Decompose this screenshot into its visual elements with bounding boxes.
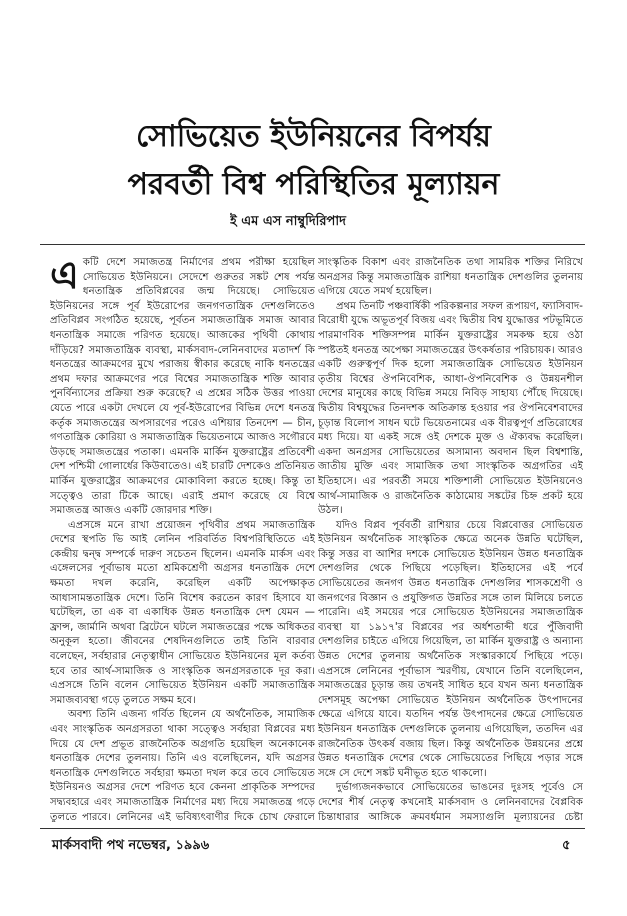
left-column: [50, 256, 315, 822]
header-divider: [40, 244, 585, 245]
footer-divider: [40, 828, 585, 829]
author-byline: ই এম এস নাম্বুদিরিপাদ: [230, 214, 346, 229]
paragraph: অবশ্য তিনি এজন্য গর্বিত ছিলেন যে অর্থনৈতিক, সামাজিক এবং সাংস্কৃতিক অনগ্রসরতা থাকা সত্ত্বেও সর্বহারা বিপ্লবের মধ্য দিয়ে যে দেশ প্রভূত রাজনৈতিক অগ্রগতি হয়েছিল অনেকানেক ধনতান্ত্রিক দেশের তুলনায়। তিনি এও বলেছিলেন, যদি অগ্রসর ধনতান্ত্রিক দেশগুলিতে সর্বহারা ক্ষমতা দখল করে তবে সোভিয়েত ইউনিয়নও অগ্রসর দেশে পরিণত হবে কেননা প্রাকৃতিক সম্পদের সদ্ব্যবহারে এবং সমাজতান্ত্রিক নির্মাণের মধ্য দিয়ে সমাজতন্ত্র গড়ে তুলতে পারবে। লেনিনের এই ভবিষ্যৎবাণীর দিকে চোখ ফেরালে: [50, 709, 315, 822]
paragraph: প্রথম তিনটি পঞ্চবার্ষিকী পরিকল্পনার সফল রূপায়ণ, ফ্যাসিবাদ-বিরোধী যুদ্ধে অভূতপূর্ব বিজয় এবং দ্বিতীয় বিশ্ব যুদ্ধোত্তর পটভূমিতে পারমাণবিক শক্তিসম্পন্ন মার্কিন যুক্তরাষ্ট্রের সমকক্ষ হয়ে ওঠা স্পষ্টতই ধনতন্ত্র অপেক্ষা সমাজতন্ত্রের উৎকর্ষতার পরিচায়ক। আরও একটি গুরুত্বপূর্ণ দিক হলো সমাজতান্ত্রিক সোভিয়েত ইউনিয়ন তৃতীয় বিশ্বের ঔপনিবেশিক, আধা-ঔপনিবেশিক ও উন্নয়নশীল দেশের মানুষের কাছে বিভিন্ন সময়ে নিবিড় সাহায্য পৌঁছে দিয়েছে। দ্বিতীয় বিশ্বযুদ্ধের তিনদশক অতিক্রান্ত হওয়ার পর ঔপনিবেশবাদের চূড়ান্ত বিলোপ সাধন ঘটে ভিয়েতনামের এক বীরত্বপূর্ণ প্রতিরোধের মধ্য দিয়ে। যা একই সঙ্গে ওই দেশকে মুক্ত ও ঐক্যবদ্ধ করেছিল। একদা অনগ্রসর সোভিয়েতের অসামান্য অবদান ছিল বিশ্বশান্তি, জাতীয় মুক্তি এবং সামাজিক তথা সাংস্কৃতিক অগ্রগতির এই ইতিহাসে। এর পরবর্তী সময়ে শক্তিশালী সোভিয়েত ইউনিয়নেও আর্থ-সামাজিক ও রাজনৈতিক কাঠামোয় সঙ্কটের চিহ্ন প্রকট হয়ে উঠল।: [318, 300, 583, 517]
paragraph: দুর্ভাগ্যজনকভাবে সোভিয়েতের ভাঙনের দুঃসহ পূর্বেও সে দেশের শীর্ষ নেতৃত্ব কখনোই মার্কসবাদ ও লেনিনবাদের বৈপ্লবিক চিন্তাধারার আঙ্গিকে ক্রমবর্ধমান সমস্যাগুলি মূল্যায়নের চেষ্টা: [318, 782, 583, 822]
paragraph: সাংস্কৃতিক বিকাশ এবং রাজনৈতিক তথা সামরিক শক্তির নিরিখে অনগ্রসর কিন্তু সমাজতান্ত্রিক রাশিয়া ধনতান্ত্রিক দেশগুলির তুলনায় এগিয়ে যেতে সমর্থ হয়েছিল।: [318, 257, 583, 298]
right-column: [318, 256, 583, 822]
footer-publication: মার্কসবাদী পথ নভেম্বর, ১৯৯৬: [52, 838, 210, 853]
article-title-line-2: পরবর্তী বিশ্ব পরিস্থিতির মূল্যায়ন: [127, 167, 500, 202]
drop-cap: এ: [50, 256, 79, 297]
paragraph-text: কটি দেশে সমাজতন্ত্র নির্মাণের প্রথম পরীক্ষা হয়েছিল সোভিয়েত ইউনিয়নে। সেদেশে গুরুতর সঙ্কট শেষ পর্যন্ত ধনতান্ত্রিক প্রতিবিপ্লবের জন্ম দিয়েছে। সোভিয়েত ইউনিয়নের সঙ্গে পূর্ব ইউরোপের জনগণতান্ত্রিক দেশগুলিতেও প্রতিবিপ্লব সংগঠিত হয়েছে, পূর্বতন সমাজতান্ত্রিক সমাজ আবার ধনতান্ত্রিক সমাজে পরিণত হয়েছে। আজকের পৃথিবী কোথায় দাঁড়িয়ে? সমাজতান্ত্রিক ব্যবস্থা, মার্কসবাদ-লেনিনবাদের মতাদর্শ কি ধনতন্ত্রের আক্রমণের মুখে পরাজয় স্বীকার করেছে নাকি ধনতন্ত্রের প্রথম দফার আক্রমণের পরে বিশ্বের সমাজতান্ত্রিক শক্তি আবার পুনর্বিন্যাসের প্রক্রিয়া শুরু করেছে? এ প্রশ্নের সঠিক উত্তর পাওয়া যেতে পারে একটা দেখলে যে পূর্ব-ইউরোপের বিভিন্ন দেশে ধনতন্ত্র কর্তৃক সমাজতন্ত্রের অপসারণের পরেও এশিয়ার তিনদেশ — চীন, গণতান্ত্রিক কোরিয়া ও সমাজতান্ত্রিক ভিয়েতনামে আজও সগৌরবে উড়ছে সমাজতন্ত্রের পতাকা। এমনকি মার্কিন যুক্তরাষ্ট্রের প্রতিবেশী দেশ পশ্চিমী গোলার্ধের কিউবাতেও। এই চারটি দেশকেও প্রতিনিয়ত মার্কিন যুক্তরাষ্ট্রের আক্রমণের মোকাবিলা করতে হচ্ছে। কিন্তু তা সত্ত্বেও তারা টিকে আছে। এরাই প্রমাণ করেছে যে বিশ্বে সমাজতন্ত্র আজও একটি জোরদার শক্তি।: [50, 257, 315, 517]
paragraph: এপ্রসঙ্গে মনে রাখা প্রয়োজন পৃথিবীর প্রথম সমাজতান্ত্রিক দেশের স্থপতি ভি আই লেনিন পরিবর্তিত বিশ্বপরিস্থিতিতে এই কেন্দ্রীয় দ্বন্দ্ব সম্পর্কে দারুণ সচেতন ছিলেন। এমনকি মার্কস এবং এঙ্গেলসের পূর্বাভাষ মতো শ্রমিকশ্রেণী অগ্রসর ধনতান্ত্রিক দেশে ক্ষমতা দখল করেনি, করেছিল একটি অপেক্ষাকৃত আধাসামন্ততান্ত্রিক দেশে। তিনি বিশেষ করতেন কারণ হিসাবে যা ঘটেছিল, তা এক বা একাধিক উন্নত ধনতান্ত্রিক দেশ যেমন — ফ্রান্স, জার্মানি অথবা ব্রিটেনে ঘটলে সমাজতন্ত্রের পক্ষে অধিকতর অনুকূল হতো। জীবনের শেষদিনগুলিতে তাই তিনি বারবার বলেছেন, সর্বহারার নেতৃত্বাধীন সোভিয়েত ইউনিয়নের মূল কর্তব্য হবে তার আর্থ-সামাজিক ও সাংস্কৃতিক অনগ্রসরতাকে দূর করা। এপ্রসঙ্গে তিনি বলেন সোভিয়েত ইউনিয়ন একটি সমাজতান্ত্রিক সমাজব্যবস্থা গড়ে তুলতে সক্ষম হবে।: [50, 519, 315, 706]
paragraph: [50, 256, 315, 519]
article-title-line-1: সোভিয়েত ইউনিয়নের বিপর্যয়: [136, 119, 491, 154]
page-number: ৫: [562, 838, 571, 853]
paragraph: যদিও বিপ্লব পূর্ববর্তী রাশিয়ার চেয়ে বিপ্লবোত্তর সোভিয়েত ইউনিয়ন অর্থনৈতিক সাংস্কৃতিক ক্ষেত্রে অনেক উন্নতি ঘটেছিল, কিন্তু সত্তর বা আশির দশকে সোভিয়েত ইউনিয়ন উন্নত ধনতান্ত্রিক দেশগুলির থেকে পিছিয়ে পড়েছিল। ইতিহাসের এই পর্বে সোভিয়েতের জনগণ উন্নত ধনতান্ত্রিক দেশগুলির শাসকশ্রেণী ও জনগণের বিজ্ঞান ও প্রযুক্তিগত উন্নতির সঙ্গে তাল মিলিয়ে চলতে পারেনি। এই সময়ের পরে সোভিয়েত ইউনিয়নের সমাজতান্ত্রিক ব্যবস্থা যা ১৯১৭'র বিপ্লবের পর অর্ধশতাব্দী ধরে পুঁজিবাদী দেশগুলির চাইতে এগিয়ে গিয়েছিল, তা মার্কিন যুক্তরাষ্ট্র ও অন্যান্য উন্নত দেশের তুলনায় অর্থনৈতিক সংস্কারকার্যে পিছিয়ে পড়ে। এপ্রসঙ্গে লেনিনের পূর্বাভাস স্মরণীয়, যেখানে তিনি বলেছিলেন, সমাজতন্ত্রের চূড়ান্ত জয় তখনই সাধিত হবে যখন অন্য ধনতান্ত্রিক দেশসমূহ অপেক্ষা সোভিয়েত ইউনিয়ন অর্থনৈতিক উৎপাদনের ক্ষেত্রে এগিয়ে যাবে। যতদিন পর্যন্ত উৎপাদনের ক্ষেত্রে সোভিয়েত ইউনিয়ন ধনতান্ত্রিক দেশগুলিকে তুলনায় এগিয়েছিল, ততদিন এর রাজনৈতিক উৎকর্ষ বজায় ছিল। কিন্তু অর্থনৈতিক উন্নয়নের প্রশ্নে উন্নত ধনতান্ত্রিক দেশের থেকে সোভিয়েতের পিছিয়ে পড়ার সঙ্গে সঙ্গে সে দেশে সঙ্কট ঘনীভূত হতে থাকলো।: [318, 519, 583, 779]
